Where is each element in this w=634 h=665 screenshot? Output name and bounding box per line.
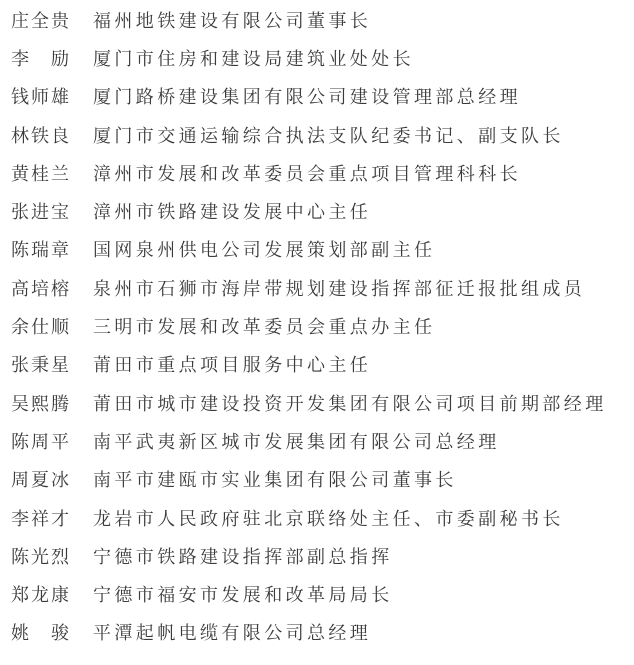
person-title: 南平市建瓯市实业集团有限公司董事长 (93, 470, 457, 492)
list-item (0, 460, 634, 498)
list-item (0, 77, 634, 115)
person-title: 漳州市发展和改革委员会重点项目管理科科长 (93, 163, 521, 185)
person-name: 林铁良 (11, 125, 71, 147)
list-item (0, 192, 634, 230)
person-name: 周夏冰 (11, 470, 71, 492)
person-title: 南平武夷新区城市发展集团有限公司总经理 (93, 431, 500, 453)
person-name: 陈瑞章 (11, 240, 71, 262)
person-name: 吴熙腾 (11, 393, 71, 415)
list-item (0, 537, 634, 575)
list-item (0, 230, 634, 268)
list-item (0, 1, 634, 39)
person-name: 陈光烈 (11, 546, 71, 568)
person-name: 黄桂兰 (11, 163, 71, 185)
person-title: 平潭起帆电缆有限公司总经理 (93, 623, 372, 645)
person-name: 高培榕 (11, 278, 71, 300)
person-name: 庄全贵 (11, 10, 71, 32)
person-name: 张秉星 (11, 355, 71, 377)
person-name: 郑龙康 (11, 585, 71, 607)
person-title: 国网泉州供电公司发展策划部副主任 (93, 240, 436, 262)
list-item (0, 575, 634, 613)
person-name: 张进宝 (11, 202, 71, 224)
person-name: 姚 骏 (11, 623, 71, 645)
list-item (0, 613, 634, 651)
person-name: 陈周平 (11, 431, 71, 453)
person-title: 宁德市福安市发展和改革局局长 (93, 585, 393, 607)
person-title: 莆田市城市建设投资开发集团有限公司项目前期部经理 (93, 393, 607, 415)
person-title: 泉州市石狮市海岸带规划建设指挥部征迁报批组成员 (93, 278, 586, 300)
list-item (0, 345, 634, 383)
list-item (0, 115, 634, 153)
list-item (0, 383, 634, 421)
person-title: 厦门市交通运输综合执法支队纪委书记、副支队长 (93, 125, 564, 147)
person-name: 李 励 (11, 48, 71, 70)
list-item (0, 422, 634, 460)
person-title: 漳州市铁路建设发展中心主任 (93, 202, 372, 224)
person-title: 厦门市住房和建设局建筑业处处长 (93, 48, 414, 70)
person-name: 钱师雄 (11, 87, 71, 109)
list-item (0, 39, 634, 77)
person-title: 福州地铁建设有限公司董事长 (93, 10, 372, 32)
person-name: 余仕顺 (11, 317, 71, 339)
list-item (0, 307, 634, 345)
person-title: 厦门路桥建设集团有限公司建设管理部总经理 (93, 87, 521, 109)
person-name: 李祥才 (11, 508, 71, 530)
person-title: 龙岩市人民政府驻北京联络处主任、市委副秘书长 (93, 508, 564, 530)
person-title: 莆田市重点项目服务中心主任 (93, 355, 372, 377)
list-item (0, 154, 634, 192)
person-title: 宁德市铁路建设指挥部副总指挥 (93, 546, 393, 568)
person-title: 三明市发展和改革委员会重点办主任 (93, 317, 436, 339)
list-item (0, 269, 634, 307)
list-item (0, 498, 634, 536)
